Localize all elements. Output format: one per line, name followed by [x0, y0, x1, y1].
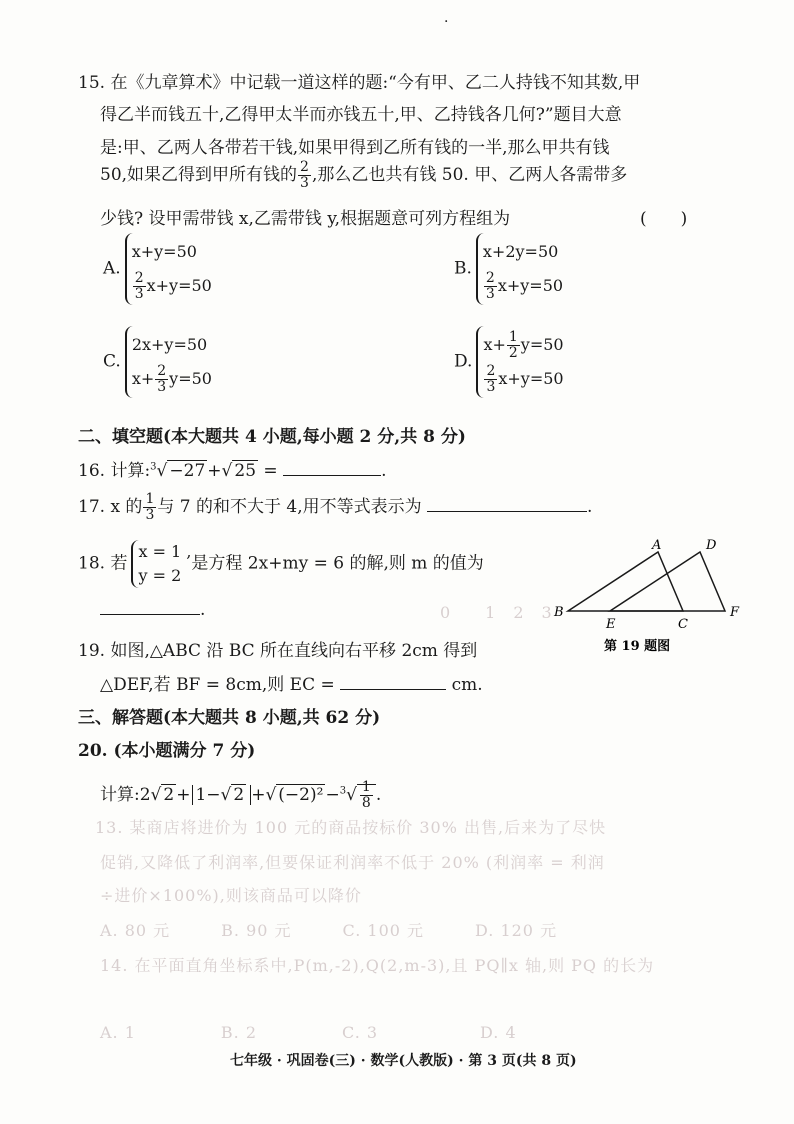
option-a-label: A.	[103, 258, 121, 279]
q15-answer-paren: ( )	[640, 209, 688, 229]
option-a	[103, 233, 212, 305]
q15-line4b: ,那么乙也共有钱 50. 甲、乙两人各需带多	[311, 165, 628, 185]
option-d-label: D.	[454, 351, 473, 372]
triangle-def	[610, 552, 725, 611]
option-b-label: B.	[454, 258, 472, 279]
option-b	[454, 233, 563, 305]
page-footer: 七年级 · 巩固卷(三) · 数学(人教版) · 第 3 页(共 8 页)	[230, 1053, 577, 1069]
option-d	[454, 326, 564, 398]
q15-line4a: 50,如果乙得到甲所有钱的	[100, 165, 298, 185]
option-c	[103, 326, 212, 398]
q18-answer-blank: .	[100, 600, 205, 620]
top-dot: ·	[444, 14, 449, 30]
q19-line2: △DEF,若 BF = 8cm,则 EC = cm.	[100, 675, 483, 695]
equation-system: 2x+y=50 x+ $\frac{2}{3}$ y=50	[125, 326, 212, 398]
triangle-translation-figure	[548, 536, 778, 656]
equation-system: x+ $\frac{1}{2}$ y=50 $\frac{2}{3}$ x+y=50	[476, 326, 563, 398]
figure-caption: 第 19 题图	[604, 639, 671, 654]
label-f: F	[730, 605, 740, 620]
q15-line5: 少钱? 设甲需带钱 x,乙需带钱 y,根据题意可列方程组为	[100, 209, 511, 229]
label-b: B	[554, 605, 564, 620]
equation-system: x+y=50 $\frac{2}{3}$ x+y=50	[125, 233, 212, 305]
q20-title: 20. (本小题满分 7 分)	[78, 741, 256, 761]
equation-system: x+2y=50 $\frac{2}{3}$ x+y=50	[476, 233, 563, 305]
option-c-label: C.	[103, 351, 121, 372]
q17: 17. x 的 $\frac{1}{3}$ 与 7 的和不大于 4,用不等式表示为 .	[78, 491, 593, 523]
q16: 16. 计算:$^3$√ −27 +√ 25 = .	[78, 461, 387, 481]
equation-system: x = 1 , y = 2	[131, 540, 191, 588]
triangle-abc	[568, 552, 683, 611]
label-c: C	[678, 617, 688, 632]
q15-line3: 是:甲、乙两人各带若干钱,如果甲得到乙所有钱的一半,那么甲共有钱	[100, 138, 610, 158]
q18: 18. 若 x = 1 , y = 2 是方程 2x+my = 6 的解,则 m 的值为	[78, 540, 484, 588]
q19-line1: 19. 如图,△ABC 沿 BC 所在直线向右平移 2cm 得到	[78, 641, 478, 661]
label-d: D	[706, 538, 717, 553]
section-3-heading: 三、解答题(本大题共 8 小题,共 62 分)	[78, 708, 381, 728]
q15-line1: 15. 在《九章算术》中记载一道这样的题:“今有甲、乙二人持钱不知其数,甲	[78, 73, 641, 93]
q20-expression: 计算:2√ 2 + 1−√ 2 +√ (−2)² −$^3$√ $\frac{1}{8}$ .	[100, 779, 382, 811]
label-e: E	[606, 617, 616, 632]
q15-line4	[100, 160, 627, 191]
q15-line2: 得乙半而钱五十,乙得甲太半而亦钱五十,甲、乙持钱各几何?”题目大意	[100, 105, 622, 125]
section-2-heading: 二、填空题(本大题共 4 小题,每小题 2 分,共 8 分)	[78, 427, 466, 447]
label-a: A	[652, 538, 662, 553]
fraction: $\frac{2}{3}$	[300, 159, 309, 191]
